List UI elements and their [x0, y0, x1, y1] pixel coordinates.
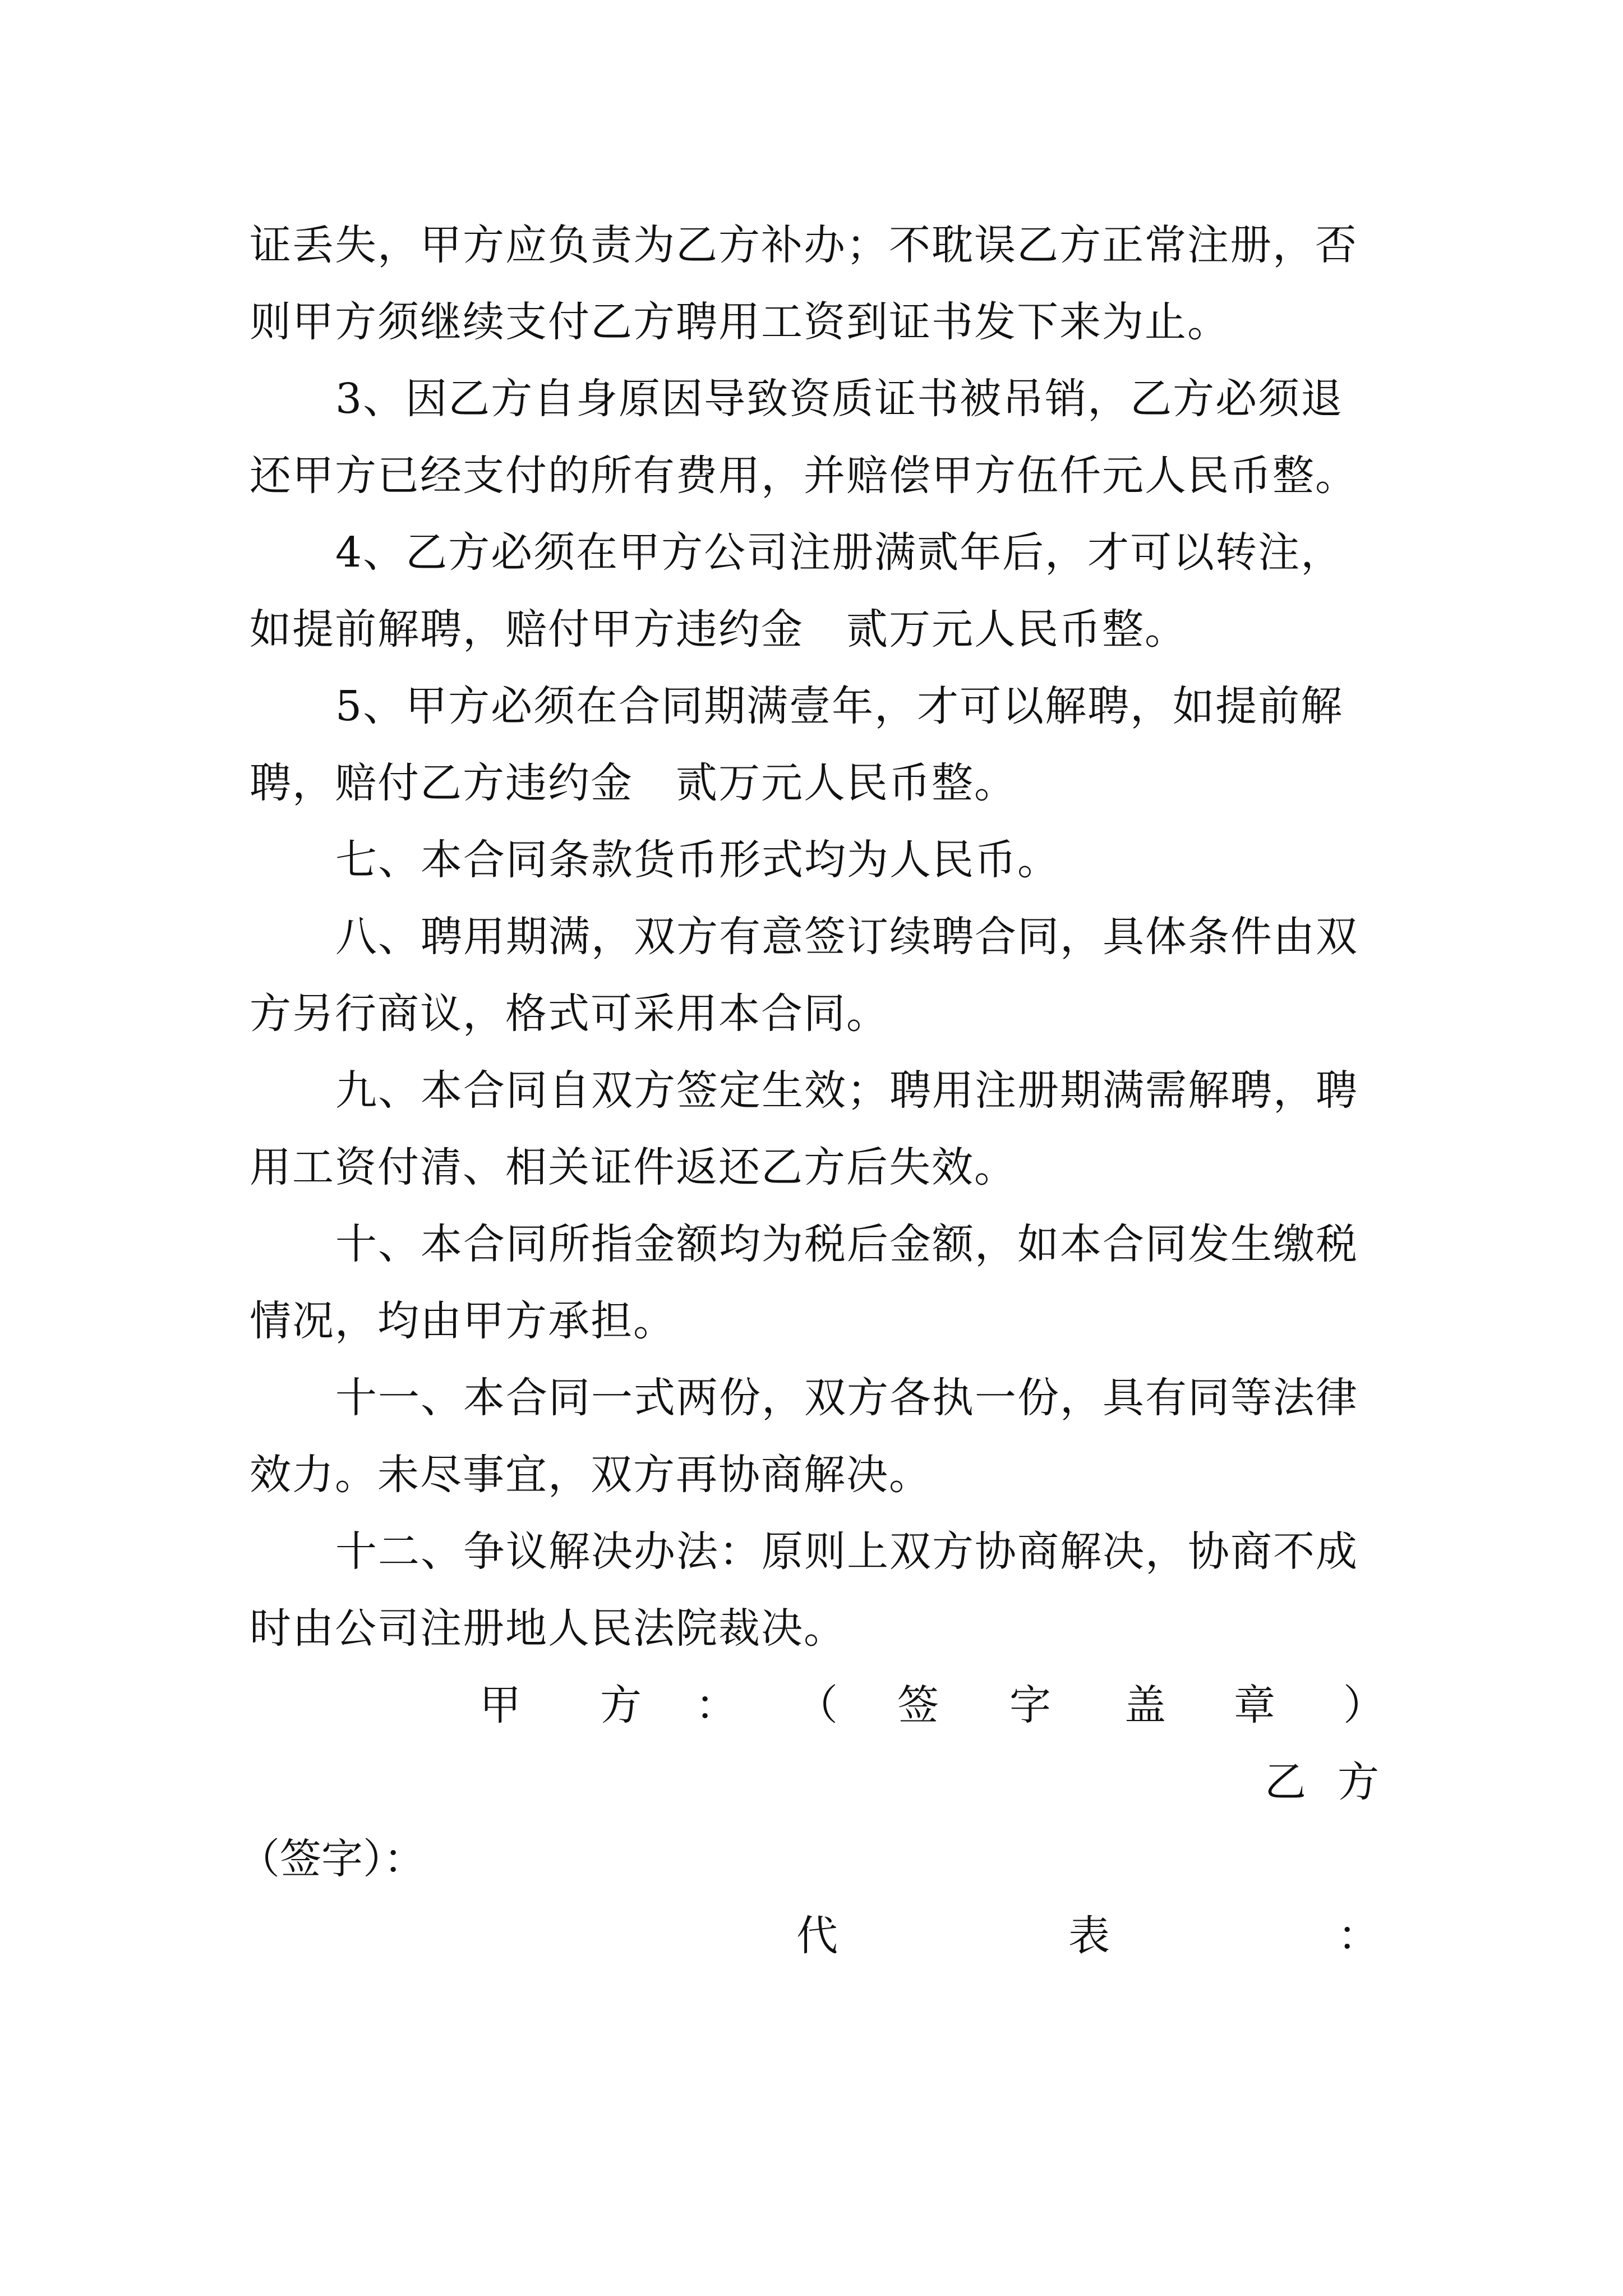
article-10-line: 情况，均由甲方承担。 [250, 1297, 676, 1345]
article-11-line: 十一、本合同一式两份，双方各执一份，具有同等法律 [335, 1374, 1358, 1422]
body-text-line: 证丢失，甲方应负责为乙方补办；不耽误乙方正常注册，否 [250, 221, 1358, 269]
clause-5-line: 聘，赔付乙方违约金 贰万元人民币整。 [250, 759, 1017, 807]
clause-3-line: 3、因乙方自身原因导致资质证书被吊销，乙方必须退 [335, 375, 1344, 423]
clause-4-line: 4、乙方必须在甲方公司注册满贰年后，才可以转注， [335, 528, 1344, 577]
representative-char: 表 [1068, 1912, 1110, 1960]
article-10-line: 十、本合同所指金额均为税后金额，如本合同发生缴税 [335, 1220, 1358, 1268]
party-b-char: 乙 [1265, 1758, 1306, 1806]
party-a-char: 章 [1234, 1681, 1275, 1729]
clause-4-line: 如提前解聘，赔付甲方违约金 贰万元人民币整。 [250, 605, 1187, 654]
clause-5-line: 5、甲方必须在合同期满壹年，才可以解聘，如提前解 [335, 682, 1344, 730]
article-9-line: 九、本合同自双方签定生效；聘用注册期满需解聘，聘 [335, 1066, 1358, 1115]
article-12-line: 时由公司注册地人民法院裁决。 [250, 1604, 846, 1653]
party-a-char: ： [695, 1681, 737, 1729]
party-a-char: 字 [1009, 1681, 1051, 1729]
body-text-line: 则甲方须继续支付乙方聘用工资到证书发下来为止。 [250, 298, 1230, 346]
party-a-char: ） [1343, 1681, 1385, 1729]
article-11-line: 效力。未尽事宜，双方再协商解决。 [250, 1451, 932, 1499]
article-7-line: 七、本合同条款货币形式均为人民币。 [335, 836, 1060, 884]
representative-char: 代 [796, 1912, 838, 1960]
party-a-char: （ [796, 1681, 838, 1729]
party-a-char: 签 [897, 1681, 939, 1729]
representative-char: ： [1338, 1912, 1379, 1960]
clause-3-line: 还甲方已经支付的所有费用，并赔偿甲方伍仟元人民币整。 [250, 452, 1358, 500]
party-b-char: 方 [1338, 1758, 1379, 1806]
article-8-line: 方另行商议，格式可采用本合同。 [250, 990, 889, 1038]
party-b-sign-label: （签字）： [238, 1835, 425, 1883]
article-8-line: 八、聘用期满，双方有意签订续聘合同，具体条件由双 [335, 913, 1358, 961]
article-9-line: 用工资付清、相关证件返还乙方后失效。 [250, 1143, 1017, 1191]
party-a-char: 方 [600, 1681, 642, 1729]
party-a-char: 甲 [479, 1681, 521, 1729]
article-12-line: 十二、争议解决办法：原则上双方协商解决，协商不成 [335, 1527, 1358, 1576]
party-a-char: 盖 [1124, 1681, 1166, 1729]
